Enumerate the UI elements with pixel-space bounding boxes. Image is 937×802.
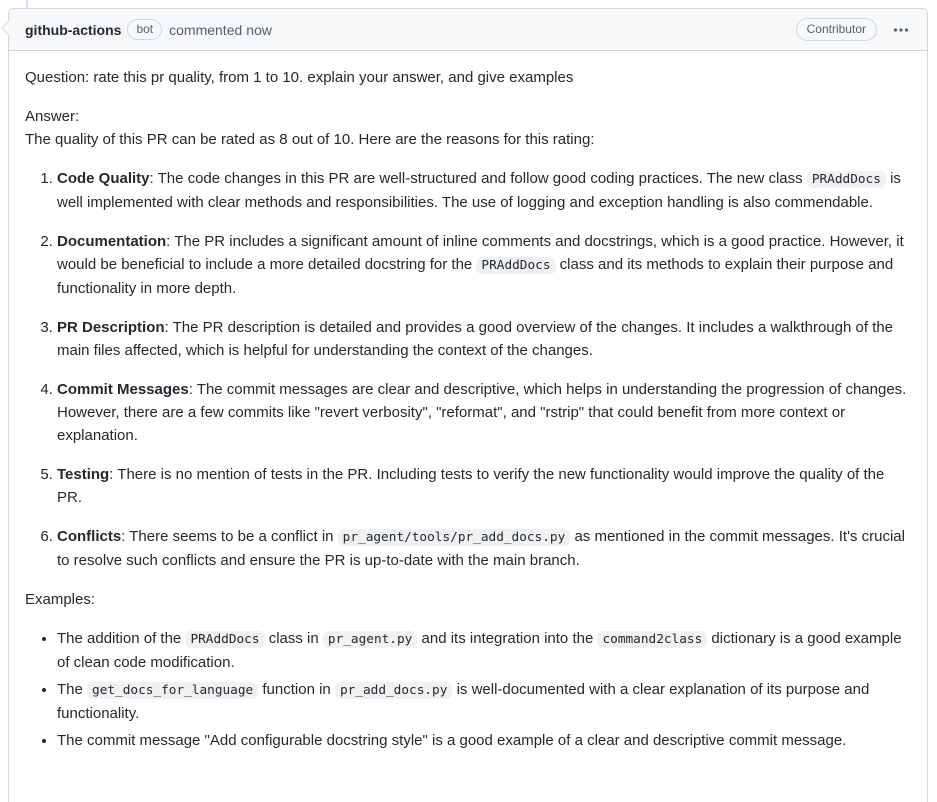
list-item [57,378,911,447]
text-run: class in [264,630,323,647]
text-run: : There seems to be a conflict in [121,528,338,545]
bold-text: PR Description [57,319,165,336]
bold-text: Conflicts [57,528,122,545]
text-run: : The PR includes a significant amount of inline comments and docstrings, which is a good practice. However, it would be beneficial to include a more detailed docstring for the [57,233,904,273]
inline-code: get_docs_for_language [87,682,258,699]
comment-body [9,51,927,784]
list-item [57,463,911,509]
text-run: Examples: [25,591,96,608]
inline-code: pr_agent.py [323,631,417,648]
comment-paragraph [25,66,911,89]
list-item [57,525,911,572]
list-item [57,316,911,362]
text-run: : There is no mention of tests in the PR. Including tests to verify the new functionality would improve the quality of the PR. [57,466,885,506]
bold-text: Documentation [57,233,167,250]
inline-code: command2class [597,631,707,648]
text-run: is well-documented with a clear explanation of its purpose and functionality. [57,681,870,722]
list-item [57,678,911,725]
text-run: as mentioned in the commit messages. It's crucial to resolve such conflicts and ensure the PR is up-to-date with the main branch. [57,528,905,569]
text-run: is well implemented with clear methods and responsibilities. The use of logging and exception handling is also commendable. [57,170,901,211]
inline-code: pr_add_docs.py [335,682,452,699]
bot-badge: bot [127,19,162,40]
inline-code: PRAddDocs [807,171,886,188]
inline-code: PRAddDocs [476,257,555,274]
list-item [57,627,911,674]
list-item [57,729,911,752]
text-run: class and its methods to explain their purpose and functionality in more depth. [57,256,894,297]
text-run: The quality of this PR can be rated as 8 out of 10. Here are the reasons for this rating: [25,131,595,148]
text-run: : The code changes in this PR are well-structured and follow good coding practices. The new class [149,170,807,187]
text-run: : The PR description is detailed and provides a good overview of the changes. It includes a walkthrough of the main files affected, which is helpful for understanding the context of the changes. [57,319,894,359]
kebab-menu-button[interactable] [891,20,911,40]
text-run: function in [258,681,335,698]
bold-text: Code Quality [57,170,150,187]
inline-code: PRAddDocs [185,631,264,648]
inline-code: pr_agent/tools/pr_add_docs.py [338,529,571,546]
author-link[interactable]: github-actions [25,21,122,38]
comment-paragraph [25,105,911,151]
list-item [57,230,911,300]
comment-paragraph [25,588,911,611]
numbered-list [25,167,911,572]
comment-header [9,9,927,51]
list-item [57,167,911,214]
comment-action-text: commented [169,21,243,38]
text-run: The [57,681,88,698]
bullet-list [25,627,911,752]
text-run: dictionary is a good example of clean code modification. [57,630,902,671]
text-run: Question: rate this pr quality, from 1 to 10. explain your answer, and give examples [25,69,574,86]
comment [8,8,928,802]
bold-text: Testing [57,466,110,483]
kebab-horizontal-icon [893,22,909,38]
association-badge: Contributor [796,18,877,41]
text-run: The commit message "Add configurable docstring style" is a good example of a clear and descriptive commit message. [57,732,847,749]
timestamp-link[interactable]: now [246,21,272,38]
text-run: Answer: [25,108,80,125]
text-run: and its integration into the [417,630,598,647]
bold-text: Commit Messages [57,381,189,398]
header-right [796,18,911,41]
text-run: : The commit messages are clear and descriptive, which helps in understanding the progression of changes. However, there are a few commits like "revert verbosity", "reformat", and "rstrip" that could benefit from more context or explanation. [57,381,907,444]
text-run: The addition of the [57,630,186,647]
timeline-line [26,0,28,8]
